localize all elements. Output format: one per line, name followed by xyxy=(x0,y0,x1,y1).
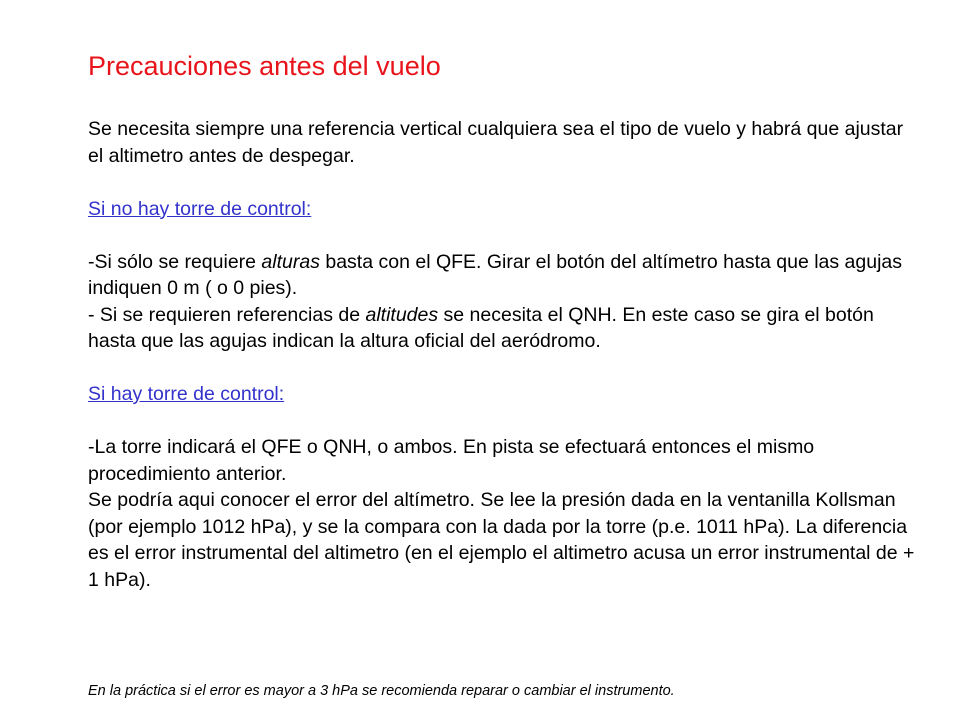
section-no-tower-heading[interactable] xyxy=(88,196,920,223)
item2-text-start: - Si se requieren referencias de xyxy=(88,303,366,326)
no-tower-heading-link[interactable]: Si no hay torre de control: xyxy=(88,197,312,220)
tower-paragraph-procedure: -La torre indicará el QFE o QNH, o ambos. En pista se efectuará entonces el mismo procedimiento anterior. xyxy=(88,436,815,485)
item2-emphasis: altitudes xyxy=(365,303,439,326)
slide-title: Precauciones antes del vuelo xyxy=(88,51,441,81)
spacer xyxy=(88,408,920,435)
slide-body xyxy=(88,116,920,593)
item1-emphasis: alturas xyxy=(261,250,320,273)
section-tower-heading[interactable] xyxy=(88,381,920,408)
footnote: En la práctica si el error es mayor a 3 hPa se recomienda reparar o cambiar el instrumento. xyxy=(88,682,675,699)
spacer xyxy=(88,222,920,249)
no-tower-item-alturas xyxy=(88,249,920,302)
item1-text-start: -Si sólo se requiere xyxy=(88,250,262,273)
item1-text-end: basta con el QFE. Girar el botón del altímetro hasta que las agujas indiquen 0 m ( o 0 pies). xyxy=(88,250,903,299)
intro-paragraph: Se necesita siempre una referencia vertical cualquiera sea el tipo de vuelo y habrá que ajustar el altimetro antes de despegar. xyxy=(88,118,904,167)
item2-text-end: se necesita el QNH. En este caso se gira el botón hasta que las agujas indican la altura oficial del aeródromo. xyxy=(88,303,874,352)
slide xyxy=(88,0,920,720)
spacer xyxy=(88,169,920,196)
spacer xyxy=(88,355,920,382)
tower-paragraph-error: Se podría aqui conocer el error del altímetro. Se lee la presión dada en la ventanilla Kollsman (por ejemplo 1012 hPa), y se la compara con la dada por la torre (p.e. 1011 hPa). La diferencia es el error instrumental del altimetro (en el ejemplo el altimetro acusa un error instrumental de + 1 hPa). xyxy=(88,489,915,591)
no-tower-item-altitudes xyxy=(88,302,920,355)
tower-heading-link[interactable]: Si hay torre de control: xyxy=(88,383,285,405)
